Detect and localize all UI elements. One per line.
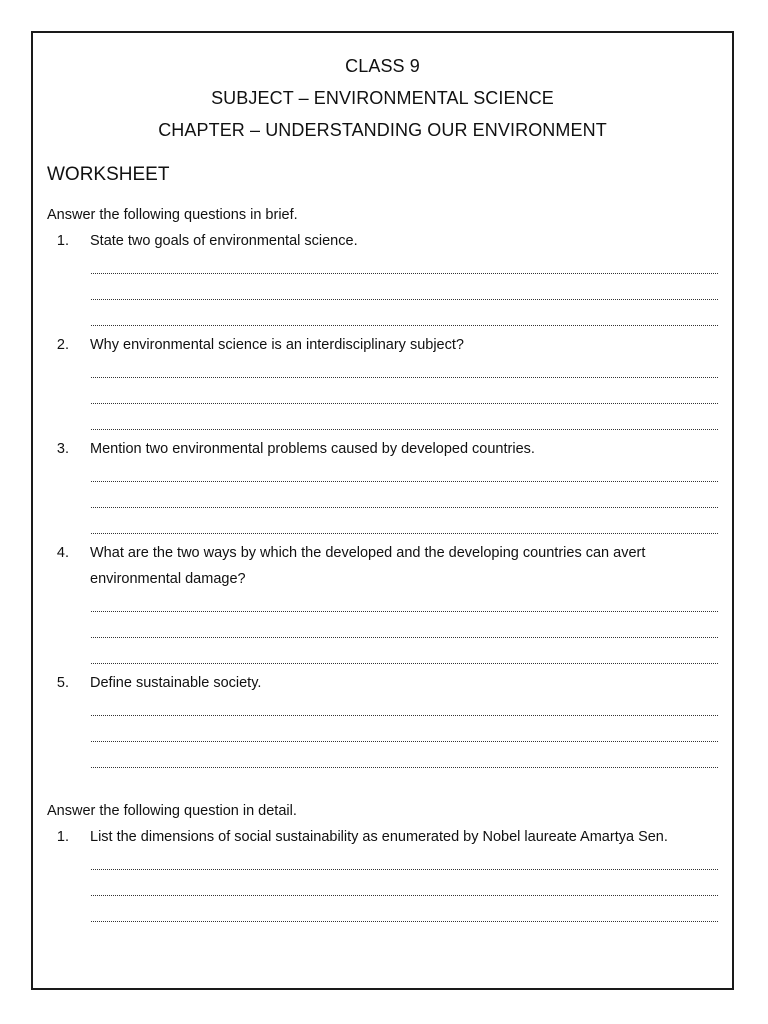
question-text: List the dimensions of social sustainability as enumerated by Nobel laureate Amartya Sen. — [90, 829, 668, 845]
answer-line[interactable] — [91, 618, 718, 644]
answer-lines — [91, 850, 718, 928]
answer-line[interactable] — [91, 696, 718, 722]
worksheet-page — [31, 31, 734, 990]
question-text: Why environmental science is an interdisciplinary subject? — [90, 337, 464, 353]
detail-section-intro: Answer the following question in detail. — [47, 803, 297, 819]
answer-line[interactable] — [91, 306, 718, 332]
question-number: 3. — [56, 441, 69, 457]
question-block — [33, 228, 732, 332]
question-number: 1. — [56, 233, 69, 249]
question-block — [33, 670, 732, 774]
question-text: Define sustainable society. — [90, 675, 262, 691]
question-text: What are the two ways by which the developed and the developing countries can avert environmental damage? — [90, 545, 646, 587]
question-text: State two goals of environmental science. — [90, 233, 358, 249]
answer-line[interactable] — [91, 876, 718, 902]
class-heading: CLASS 9 — [345, 56, 420, 76]
chapter-heading: CHAPTER – UNDERSTANDING OUR ENVIRONMENT — [158, 120, 607, 140]
answer-line[interactable] — [91, 254, 718, 280]
worksheet-header — [33, 50, 732, 146]
answer-line[interactable] — [91, 488, 718, 514]
answer-line[interactable] — [91, 410, 718, 436]
answer-line[interactable] — [91, 592, 718, 618]
answer-lines — [91, 462, 718, 540]
answer-line[interactable] — [91, 384, 718, 410]
question-number: 4. — [56, 545, 69, 561]
question-number: 1. — [56, 829, 69, 845]
subject-heading: SUBJECT – ENVIRONMENTAL SCIENCE — [211, 88, 554, 108]
answer-line[interactable] — [91, 514, 718, 540]
answer-line[interactable] — [91, 722, 718, 748]
question-text: Mention two environmental problems caused by developed countries. — [90, 441, 535, 457]
answer-lines — [91, 592, 718, 670]
answer-line[interactable] — [91, 850, 718, 876]
answer-line[interactable] — [91, 902, 718, 928]
answer-line[interactable] — [91, 644, 718, 670]
answer-lines — [91, 696, 718, 774]
brief-section-intro: Answer the following questions in brief. — [47, 207, 298, 223]
question-block — [33, 540, 732, 670]
answer-lines — [91, 254, 718, 332]
question-block — [33, 824, 732, 928]
answer-lines — [91, 358, 718, 436]
answer-line[interactable] — [91, 280, 718, 306]
answer-line[interactable] — [91, 358, 718, 384]
question-number: 5. — [56, 675, 69, 691]
question-block — [33, 436, 732, 540]
answer-line[interactable] — [91, 748, 718, 774]
answer-line[interactable] — [91, 462, 718, 488]
worksheet-title: WORKSHEET — [47, 164, 170, 185]
question-block — [33, 332, 732, 436]
question-number: 2. — [56, 337, 69, 353]
